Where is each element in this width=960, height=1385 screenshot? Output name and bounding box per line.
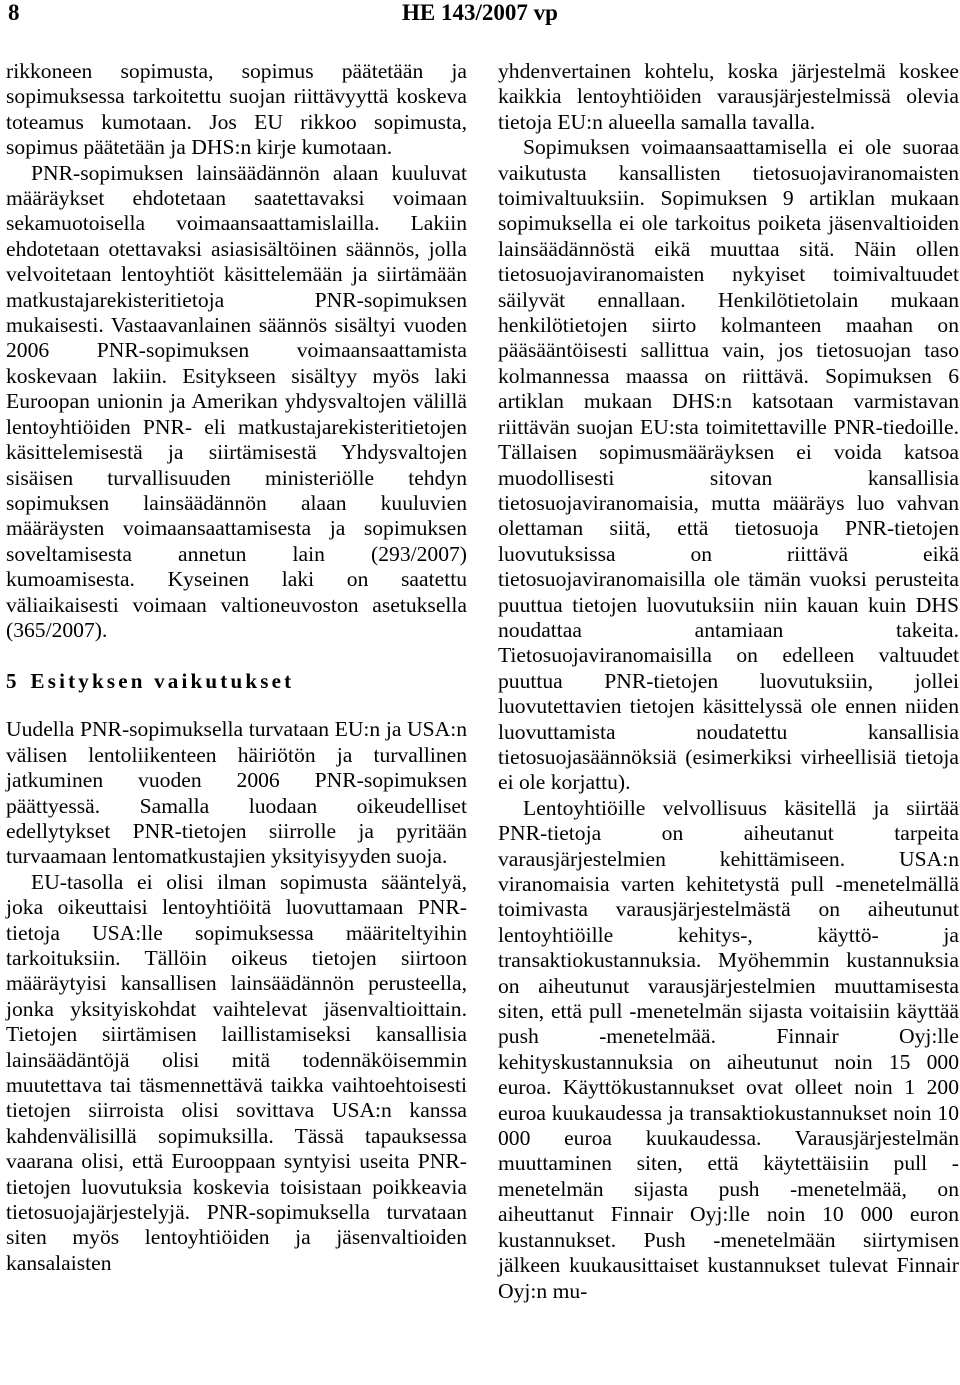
section-heading xyxy=(6,669,467,694)
paragraph: Uudella PNR-sopimuksella turvataan EU:n ja USA:n välisen lentoliikenteen häiriötön ja turvallinen jatkuminen vuoden 2006 PNR-sopimuksen päättyessä. Samalla luodaan oikeudelliset edellytykset PNR-tietojen siirrolle ja pyritään turvaamaan lentomatkustajien yksityisyyden suoja. xyxy=(6,717,467,869)
section-title: Esityksen vaikutukset xyxy=(30,669,295,694)
paragraph: Sopimuksen voimaansaattamisella ei ole suoraa vaikutusta kansallisten tietosuojaviranomaisten toimivaltuuksiin. Sopimuksen 9 artiklan mukaan sopimuksella ei ole tarkoitus poiketa jäsenvaltioiden lainsäädännöstä eikä muuttaa sitä. Näin ollen tietosuojaviranomaisten nykyiset toimivaltuudet säilyvät ennallaan. Henkilötietolain mukaan henkilötietojen siirto kolmanteen maahan on pääsääntöisesti sallittua vain, jos tietosuojan taso kolmannessa maassa on riittävä. Sopimuksen 6 artiklan mukaan DHS:n katsotaan varmistavan riittävän suojan EU:sta toimitettaville PNR-tiedoille. Tällaisen sopimusmääräyksen ei voida katsoa muodollisesti sitovan kansallisia tietosuojaviranomaisia, mutta määräys luo vahvan olettaman siitä, että tietosuoja PNR-tietojen luovutuksissa on riittävä eikä tietosuojaviranomaisilla ole tämän vuoksi perusteita puuttua tietojen luovutuksiin niin kauan kuin DHS noudattaa antamiaan takeita. Tietosuojaviranomaisilla on edelleen valtuudet puuttua PNR-tietojen luovutuksiin, jollei luovutettavien tietojen käsittelyssä ole ennen niiden luovuttamista noudatettu kansallisia tietosuojasäännöksiä (esimerkiksi virheellisiä tietoja ei ole korjattu). xyxy=(498,135,959,795)
paragraph: rikkoneen sopimusta, sopimus päätetään ja sopimuksessa tarkoitettu suojan riittävyyttä koskeva toteamus kumotaan. Jos EU rikkoo sopimusta, sopimus päätetään ja DHS:n kirje kumotaan. xyxy=(6,59,467,160)
page-header xyxy=(0,0,960,30)
left-column xyxy=(6,59,467,1276)
document-id: HE 143/2007 vp xyxy=(402,0,558,25)
paragraph: Lentoyhtiöille velvollisuus käsitellä ja siirtää PNR-tietoja on aiheutanut tarpeita varausjärjestelmien kehittämiseen. USA:n viranomaisia varten kehitetystä pull -menetelmällä toimivasta varausjärjestelmästä on aiheutunut lentoyhtiöille kehitys-, käyttö- ja transaktiokustannuksia. Myöhemmin kustannuksia on aiheutunut varausjärjestelmien muuttamisesta siten, että pull -menetelmän sijasta voitaisiin käyttää push -menetelmää. Finnair Oyj:lle kehityskustannuksia on aiheutunut noin 15 000 euroa. Käyttökustannukset ovat olleet noin 1 200 euroa kuukaudessa ja transaktiokustannukset noin 10 000 euroa kuukaudessa. Varausjärjestelmän muuttaminen siten, että käytettäisiin pull -menetelmän sijasta push -menetelmää, on aiheuttanut Finnair Oyj:lle noin 10 000 euron kustannukset. Push -menetelmään siirtymisen jälkeen kuukausittaiset kustannukset tulevat Finnair Oyj:n mu- xyxy=(498,795,959,1303)
paragraph: yhdenvertainen kohtelu, koska järjestelmä koskee kaikkia lentoyhtiöiden varausjärjestelmissä olevia tietoja EU:n alueella samalla tavalla. xyxy=(498,59,959,134)
page-number: 8 xyxy=(8,0,20,25)
paragraph: EU-tasolla ei olisi ilman sopimusta sääntelyä, joka oikeuttaisi lentoyhtiöitä luovuttamaan PNR-tietoja USA:lle sopimuksessa määriteltyihin tarkoituksiin. Tällöin oikeus tietojen siirtoon määräytyisi kansallisen lainsäädännön perusteella, jonka yksityiskohdat vaihtelevat jäsenvaltioittain. Tietojen siirtämisen laillistamiseksi kansallisia lainsäädäntöjä olisi mitä todennäköisemmin muutettava tai täsmennettävä taikka vaihtoehtoisesti tietojen siirroista olisi sovittava USA:n kanssa kahdenvälisillä sopimuksilla. Tässä tapauksessa vaarana olisi, että Eurooppaan syntyisi useita PNR-tietojen luovutuksia koskevia toisistaan poikkeavia tietosuojajärjestelyjä. PNR-sopimuksella turvataan siten myös lentoyhtiöiden ja jäsenvaltioiden kansalaisten xyxy=(6,869,467,1275)
right-column xyxy=(498,59,959,1304)
section-number: 5 xyxy=(6,669,17,694)
paragraph: PNR-sopimuksen lainsäädännön alaan kuuluvat määräykset ehdotetaan saatettavaksi voimaan sekamuotoisella voimaansaattamislailla. Lakiin ehdotetaan otettavaksi asiasisältöinen säännös, jolla velvoitetaan lentoyhtiöt käsittelemään ja siirtämään matkustajarekisteritietoja PNR-sopimuksen mukaisesti. Vastaavanlainen säännös sisältyi vuoden 2006 PNR-sopimuksen voimaansaattamista koskevaan lakiin. Esitykseen sisältyy myös laki Euroopan unionin ja Amerikan yhdysvaltojen välillä lentoyhtiöiden PNR- eli matkustajarekisteritietojen käsittelemisestä ja siirtämisestä Yhdysvaltojen sisäisen turvallisuuden ministeriölle tehdyn sopimuksen lainsäädännön alaan kuuluvien määräysten voimaansaattamisesta ja sopimuksen soveltamisesta annetun lain (293/2007) kumoamisesta. Kyseinen laki on saatettu väliaikaisesti voimaan valtioneuvoston asetuksella (365/2007). xyxy=(6,160,467,642)
